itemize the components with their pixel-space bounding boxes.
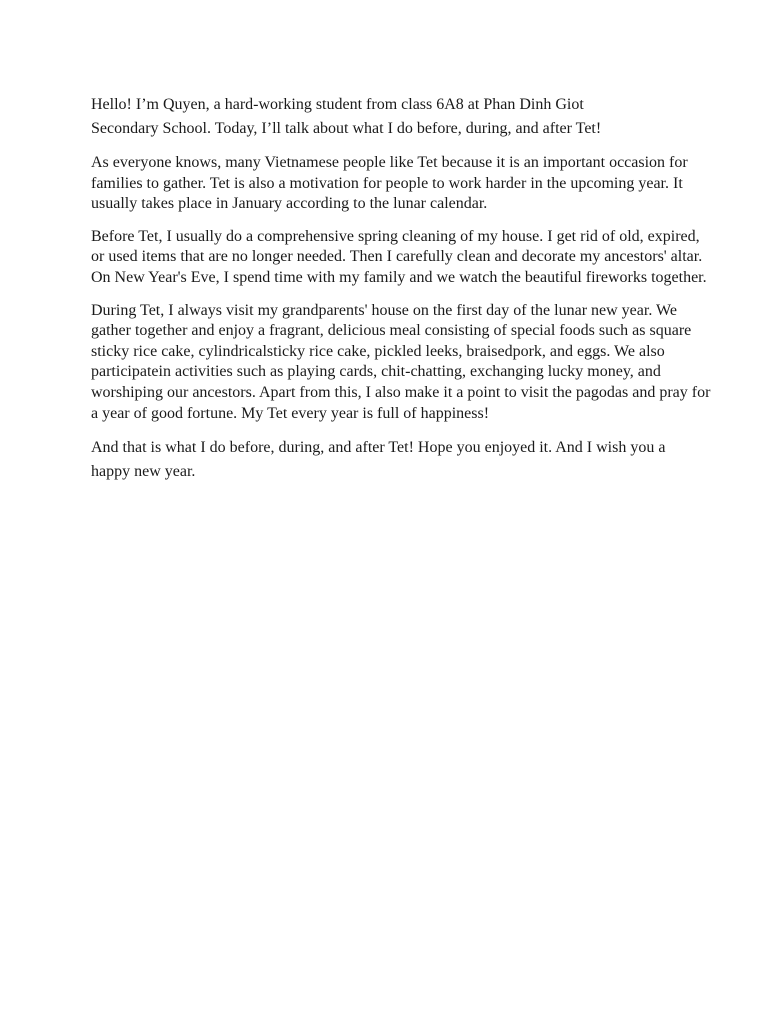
- document-body: [91, 93, 716, 496]
- paragraph-introduction: Hello! I’m Quyen, a hard-working student from class 6A8 at Phan Dinh Giot Secondary School. Today, I’ll talk about what I do before, during, and after Tet!: [91, 96, 602, 137]
- paragraph-conclusion: And that is what I do before, during, and after Tet! Hope you enjoyed it. And I wish you a happy new year.: [91, 439, 666, 481]
- paragraph-about-tet: As everyone knows, many Vietnamese people like Tet because it is an important occasion for families to gather. Tet is also a motivation for people to work harder in the upcoming year. It usually takes place in January according to the lunar calendar.: [91, 154, 688, 213]
- paragraph-before-tet: Before Tet, I usually do a comprehensive spring cleaning of my house. I get rid of old, expired, or used items that are no longer needed. Then I carefully clean and decorate my ancestors' altar. On New Year's Eve, I spend time with my family and we watch the beautiful fireworks together.: [91, 227, 707, 286]
- paragraph-during-tet: During Tet, I always visit my grandparents' house on the first day of the lunar new year. We gather together and enjoy a fragrant, delicious meal consisting of special foods such as square sticky rice cake, cylindricalsticky rice cake, pickled leeks, braisedpork, and eggs. We also participatein activities such as playing cards, chit-chatting, exchanging lucky money, and worshiping our ancestors. Apart from this, I also make it a point to visit the pagodas and pray for a year of good fortune. My Tet every year is full of happiness!: [91, 301, 711, 422]
